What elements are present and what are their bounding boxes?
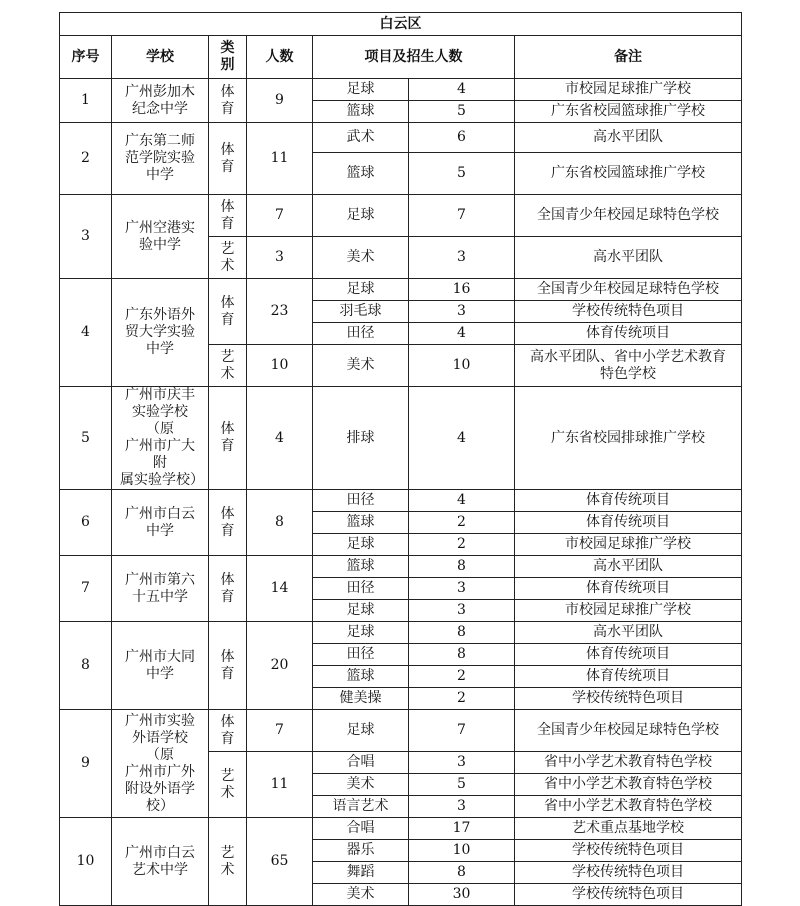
group-count: 10 — [247, 345, 313, 387]
remark: 广东省校园排球推广学校 — [515, 387, 742, 490]
category: 体 育 — [209, 387, 247, 490]
remark: 体育传统项目 — [515, 512, 742, 534]
group-count: 65 — [247, 818, 313, 906]
header-count: 人数 — [247, 36, 313, 79]
table-row — [60, 387, 742, 490]
category: 艺 术 — [209, 752, 247, 818]
group-count: 7 — [247, 195, 313, 237]
project-name: 武术 — [313, 123, 409, 153]
project-name: 美术 — [313, 884, 409, 906]
project-count: 10 — [409, 840, 515, 862]
school-no: 2 — [60, 123, 112, 195]
remark: 高水平团队、省中小学艺术教育 特色学校 — [515, 345, 742, 387]
table-row — [60, 710, 742, 752]
school-name: 广州市实验 外语学校（原 广州市广外 附设外语学 校） — [112, 710, 209, 818]
school-name: 广东外语外 贸大学实验 中学 — [112, 279, 209, 387]
remark: 市校园足球推广学校 — [515, 600, 742, 622]
school-name: 广州市庆丰 实验学校（原 广州市广大附 属实验学校） — [112, 387, 209, 490]
school-no: 3 — [60, 195, 112, 279]
category: 体 育 — [209, 123, 247, 195]
header-category: 类 别 — [209, 36, 247, 79]
school-no: 5 — [60, 387, 112, 490]
project-name: 田径 — [313, 490, 409, 512]
district-title: 白云区 — [60, 13, 742, 36]
group-count: 14 — [247, 556, 313, 622]
remark: 体育传统项目 — [515, 490, 742, 512]
project-name: 足球 — [313, 710, 409, 752]
remark: 省中小学艺术教育特色学校 — [515, 752, 742, 774]
header-project: 项目及招生人数 — [313, 36, 515, 79]
project-name: 器乐 — [313, 840, 409, 862]
project-name: 足球 — [313, 600, 409, 622]
project-name: 合唱 — [313, 818, 409, 840]
project-count: 3 — [409, 301, 515, 323]
category: 体 育 — [209, 710, 247, 752]
group-count: 8 — [247, 490, 313, 556]
project-count: 16 — [409, 279, 515, 301]
remark: 艺术重点基地学校 — [515, 818, 742, 840]
project-count: 5 — [409, 101, 515, 123]
group-count: 4 — [247, 387, 313, 490]
table-row — [60, 490, 742, 512]
project-name: 语言艺术 — [313, 796, 409, 818]
project-name: 篮球 — [313, 101, 409, 123]
table-row — [60, 556, 742, 578]
project-name: 篮球 — [313, 512, 409, 534]
group-count: 3 — [247, 237, 313, 279]
group-count: 11 — [247, 123, 313, 195]
school-no: 10 — [60, 818, 112, 906]
project-count: 5 — [409, 774, 515, 796]
table-row — [60, 123, 742, 153]
remark: 高水平团队 — [515, 556, 742, 578]
project-count: 5 — [409, 153, 515, 195]
remark: 市校园足球推广学校 — [515, 79, 742, 101]
project-name: 篮球 — [313, 153, 409, 195]
project-count: 2 — [409, 666, 515, 688]
school-name: 广州市大同 中学 — [112, 622, 209, 710]
project-count: 4 — [409, 323, 515, 345]
school-name: 广东第二师 范学院实验 中学 — [112, 123, 209, 195]
project-name: 田径 — [313, 644, 409, 666]
project-count: 3 — [409, 578, 515, 600]
school-no: 4 — [60, 279, 112, 387]
project-name: 足球 — [313, 534, 409, 556]
project-name: 田径 — [313, 323, 409, 345]
remark: 高水平团队 — [515, 622, 742, 644]
remark: 学校传统特色项目 — [515, 688, 742, 710]
school-no: 8 — [60, 622, 112, 710]
project-count: 4 — [409, 490, 515, 512]
project-name: 美术 — [313, 237, 409, 279]
project-name: 篮球 — [313, 666, 409, 688]
remark: 学校传统特色项目 — [515, 862, 742, 884]
school-name: 广州空港实 验中学 — [112, 195, 209, 279]
project-count: 7 — [409, 710, 515, 752]
category: 体 育 — [209, 279, 247, 345]
school-name: 广州彭加木 纪念中学 — [112, 79, 209, 123]
project-count: 30 — [409, 884, 515, 906]
remark: 高水平团队 — [515, 123, 742, 153]
project-count: 2 — [409, 534, 515, 556]
project-count: 8 — [409, 622, 515, 644]
remark: 学校传统特色项目 — [515, 884, 742, 906]
project-name: 合唱 — [313, 752, 409, 774]
school-no: 1 — [60, 79, 112, 123]
school-name: 广州市第六 十五中学 — [112, 556, 209, 622]
remark: 学校传统特色项目 — [515, 301, 742, 323]
school-no: 9 — [60, 710, 112, 818]
remark: 全国青少年校园足球特色学校 — [515, 710, 742, 752]
category: 体 育 — [209, 79, 247, 123]
remark: 体育传统项目 — [515, 666, 742, 688]
project-count: 8 — [409, 556, 515, 578]
project-count: 10 — [409, 345, 515, 387]
table-body — [60, 79, 742, 906]
group-count: 11 — [247, 752, 313, 818]
remark: 广东省校园篮球推广学校 — [515, 101, 742, 123]
category: 体 育 — [209, 490, 247, 556]
project-count: 3 — [409, 600, 515, 622]
project-name: 排球 — [313, 387, 409, 490]
project-name: 足球 — [313, 622, 409, 644]
project-name: 足球 — [313, 79, 409, 101]
school-name: 广州市白云 中学 — [112, 490, 209, 556]
project-name: 篮球 — [313, 556, 409, 578]
table-row — [60, 279, 742, 301]
remark: 高水平团队 — [515, 237, 742, 279]
remark: 省中小学艺术教育特色学校 — [515, 774, 742, 796]
project-count: 4 — [409, 387, 515, 490]
project-name: 健美操 — [313, 688, 409, 710]
project-count: 17 — [409, 818, 515, 840]
project-count: 6 — [409, 123, 515, 153]
category: 艺 术 — [209, 818, 247, 906]
project-count: 3 — [409, 752, 515, 774]
project-count: 2 — [409, 512, 515, 534]
project-name: 田径 — [313, 578, 409, 600]
project-name: 足球 — [313, 195, 409, 237]
header-remark: 备注 — [515, 36, 742, 79]
table-row — [60, 622, 742, 644]
project-count: 7 — [409, 195, 515, 237]
project-count: 3 — [409, 237, 515, 279]
category: 艺 术 — [209, 237, 247, 279]
remark: 体育传统项目 — [515, 578, 742, 600]
project-name: 舞蹈 — [313, 862, 409, 884]
school-no: 7 — [60, 556, 112, 622]
project-name: 羽毛球 — [313, 301, 409, 323]
remark: 全国青少年校园足球特色学校 — [515, 279, 742, 301]
header-school: 学校 — [112, 36, 209, 79]
remark: 体育传统项目 — [515, 323, 742, 345]
group-count: 20 — [247, 622, 313, 710]
group-count: 23 — [247, 279, 313, 345]
remark: 广东省校园篮球推广学校 — [515, 153, 742, 195]
remark: 体育传统项目 — [515, 644, 742, 666]
category: 体 育 — [209, 195, 247, 237]
project-count: 2 — [409, 688, 515, 710]
enrollment-table — [59, 12, 742, 906]
project-count: 4 — [409, 79, 515, 101]
project-name: 美术 — [313, 345, 409, 387]
remark: 学校传统特色项目 — [515, 840, 742, 862]
school-name: 广州市白云 艺术中学 — [112, 818, 209, 906]
project-count: 8 — [409, 862, 515, 884]
remark: 省中小学艺术教育特色学校 — [515, 796, 742, 818]
table-row — [60, 79, 742, 101]
project-count: 3 — [409, 796, 515, 818]
school-no: 6 — [60, 490, 112, 556]
category: 体 育 — [209, 556, 247, 622]
remark: 市校园足球推广学校 — [515, 534, 742, 556]
group-count: 9 — [247, 79, 313, 123]
project-name: 足球 — [313, 279, 409, 301]
project-count: 8 — [409, 644, 515, 666]
header-no: 序号 — [60, 36, 112, 79]
group-count: 7 — [247, 710, 313, 752]
project-name: 美术 — [313, 774, 409, 796]
table-row — [60, 195, 742, 237]
category: 艺 术 — [209, 345, 247, 387]
remark: 全国青少年校园足球特色学校 — [515, 195, 742, 237]
category: 体 育 — [209, 622, 247, 710]
table-row — [60, 818, 742, 840]
